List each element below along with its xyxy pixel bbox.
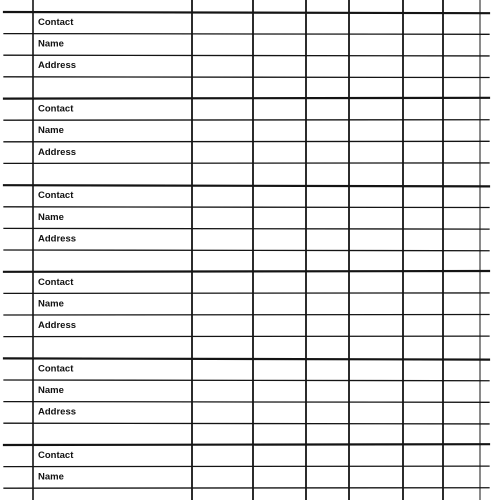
row-label-contact: Contact: [38, 363, 74, 375]
row-rule: [4, 228, 489, 229]
row-label-name: Name: [38, 385, 64, 396]
row-label-name: Name: [38, 211, 64, 223]
row-label-contact: Contact: [38, 103, 74, 115]
row-label-address: Address: [38, 233, 77, 245]
row-label-name: Name: [38, 125, 64, 137]
row-label-name: Name: [38, 38, 64, 50]
row-rule: [4, 380, 489, 381]
row-label-contact: Contact: [38, 190, 74, 202]
row-label-address: Address: [38, 320, 77, 331]
row-rule: [4, 77, 489, 78]
row-label-address: Address: [38, 406, 77, 418]
row-rule: [4, 250, 489, 251]
row-rule: [4, 423, 489, 424]
row-label-address: Address: [38, 60, 77, 72]
row-label-name: Name: [38, 471, 64, 483]
row-rule: [4, 207, 489, 208]
row-label-address: Address: [38, 146, 77, 158]
row-label-contact: Contact: [38, 276, 74, 288]
row-label-contact: Contact: [38, 450, 74, 461]
block-top-rule: [4, 185, 489, 186]
table-grid: [4, 0, 489, 500]
row-rule: [4, 55, 489, 56]
block-top-rule: [4, 98, 489, 99]
row-label-name: Name: [38, 298, 64, 310]
block-top-rule: [4, 444, 489, 445]
block-top-rule: [4, 358, 489, 359]
block-top-rule: [4, 12, 489, 13]
row-rule: [4, 402, 489, 403]
block-top-rule: [4, 271, 489, 272]
row-rule: [4, 34, 489, 35]
row-label-contact: Contact: [38, 17, 74, 28]
